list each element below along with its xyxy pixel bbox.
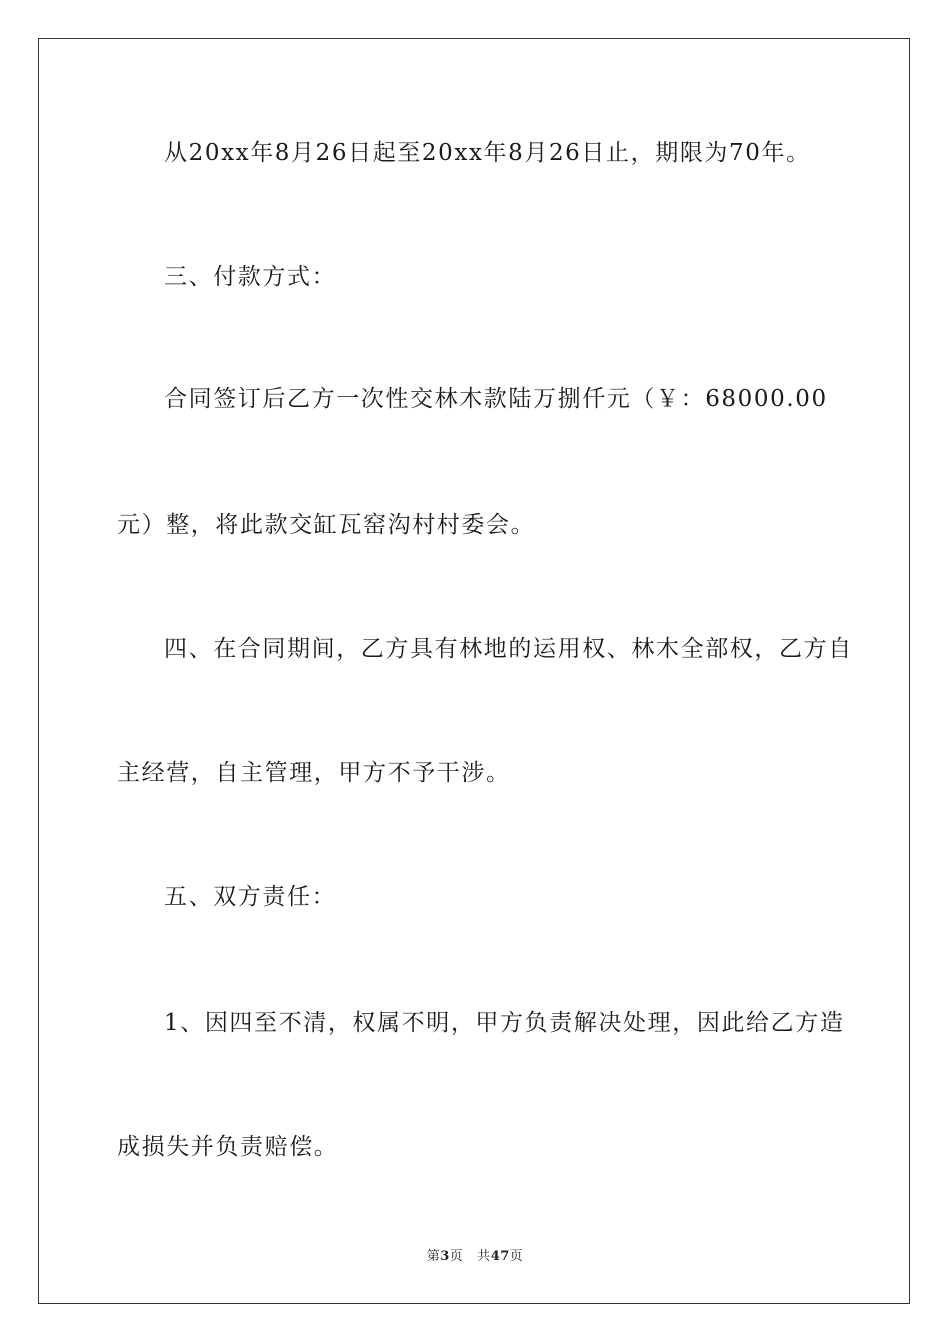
footer-page-current: 3: [440, 1249, 450, 1264]
paragraph-payment-line1: 合同签订后乙方一次性交林木款陆万捌仟元（￥：68000.00: [164, 386, 828, 412]
paragraph-responsibility-1-line2: 成损失并负责赔偿。: [117, 1134, 339, 1160]
footer-total-prefix: 共: [477, 1249, 491, 1264]
footer-total-suffix: 页: [509, 1249, 524, 1264]
paragraph-term: 从20xx年8月26日起至20xx年8月26日止，期限为70年。: [164, 140, 811, 166]
page-border: [38, 38, 910, 1304]
paragraph-payment-line2: 元）整，将此款交缸瓦窑沟村村委会。: [117, 512, 536, 538]
paragraph-rights-line2: 主经营，自主管理，甲方不予干涉。: [117, 760, 511, 786]
footer-page-suffix: 页: [449, 1249, 464, 1264]
footer-page-total: 47: [490, 1249, 510, 1264]
paragraph-responsibility-1-line1: 1、因四至不清，权属不明，甲方负责解决处理，因此给乙方造: [164, 1010, 845, 1036]
footer-page-prefix: 第: [426, 1249, 441, 1264]
heading-payment-method: 三、付款方式：: [164, 264, 337, 290]
page-footer: [0, 1248, 950, 1266]
heading-responsibilities: 五、双方责任：: [164, 884, 337, 910]
paragraph-rights-line1: 四、在合同期间，乙方具有林地的运用权、林木全部权，乙方自: [164, 636, 853, 662]
